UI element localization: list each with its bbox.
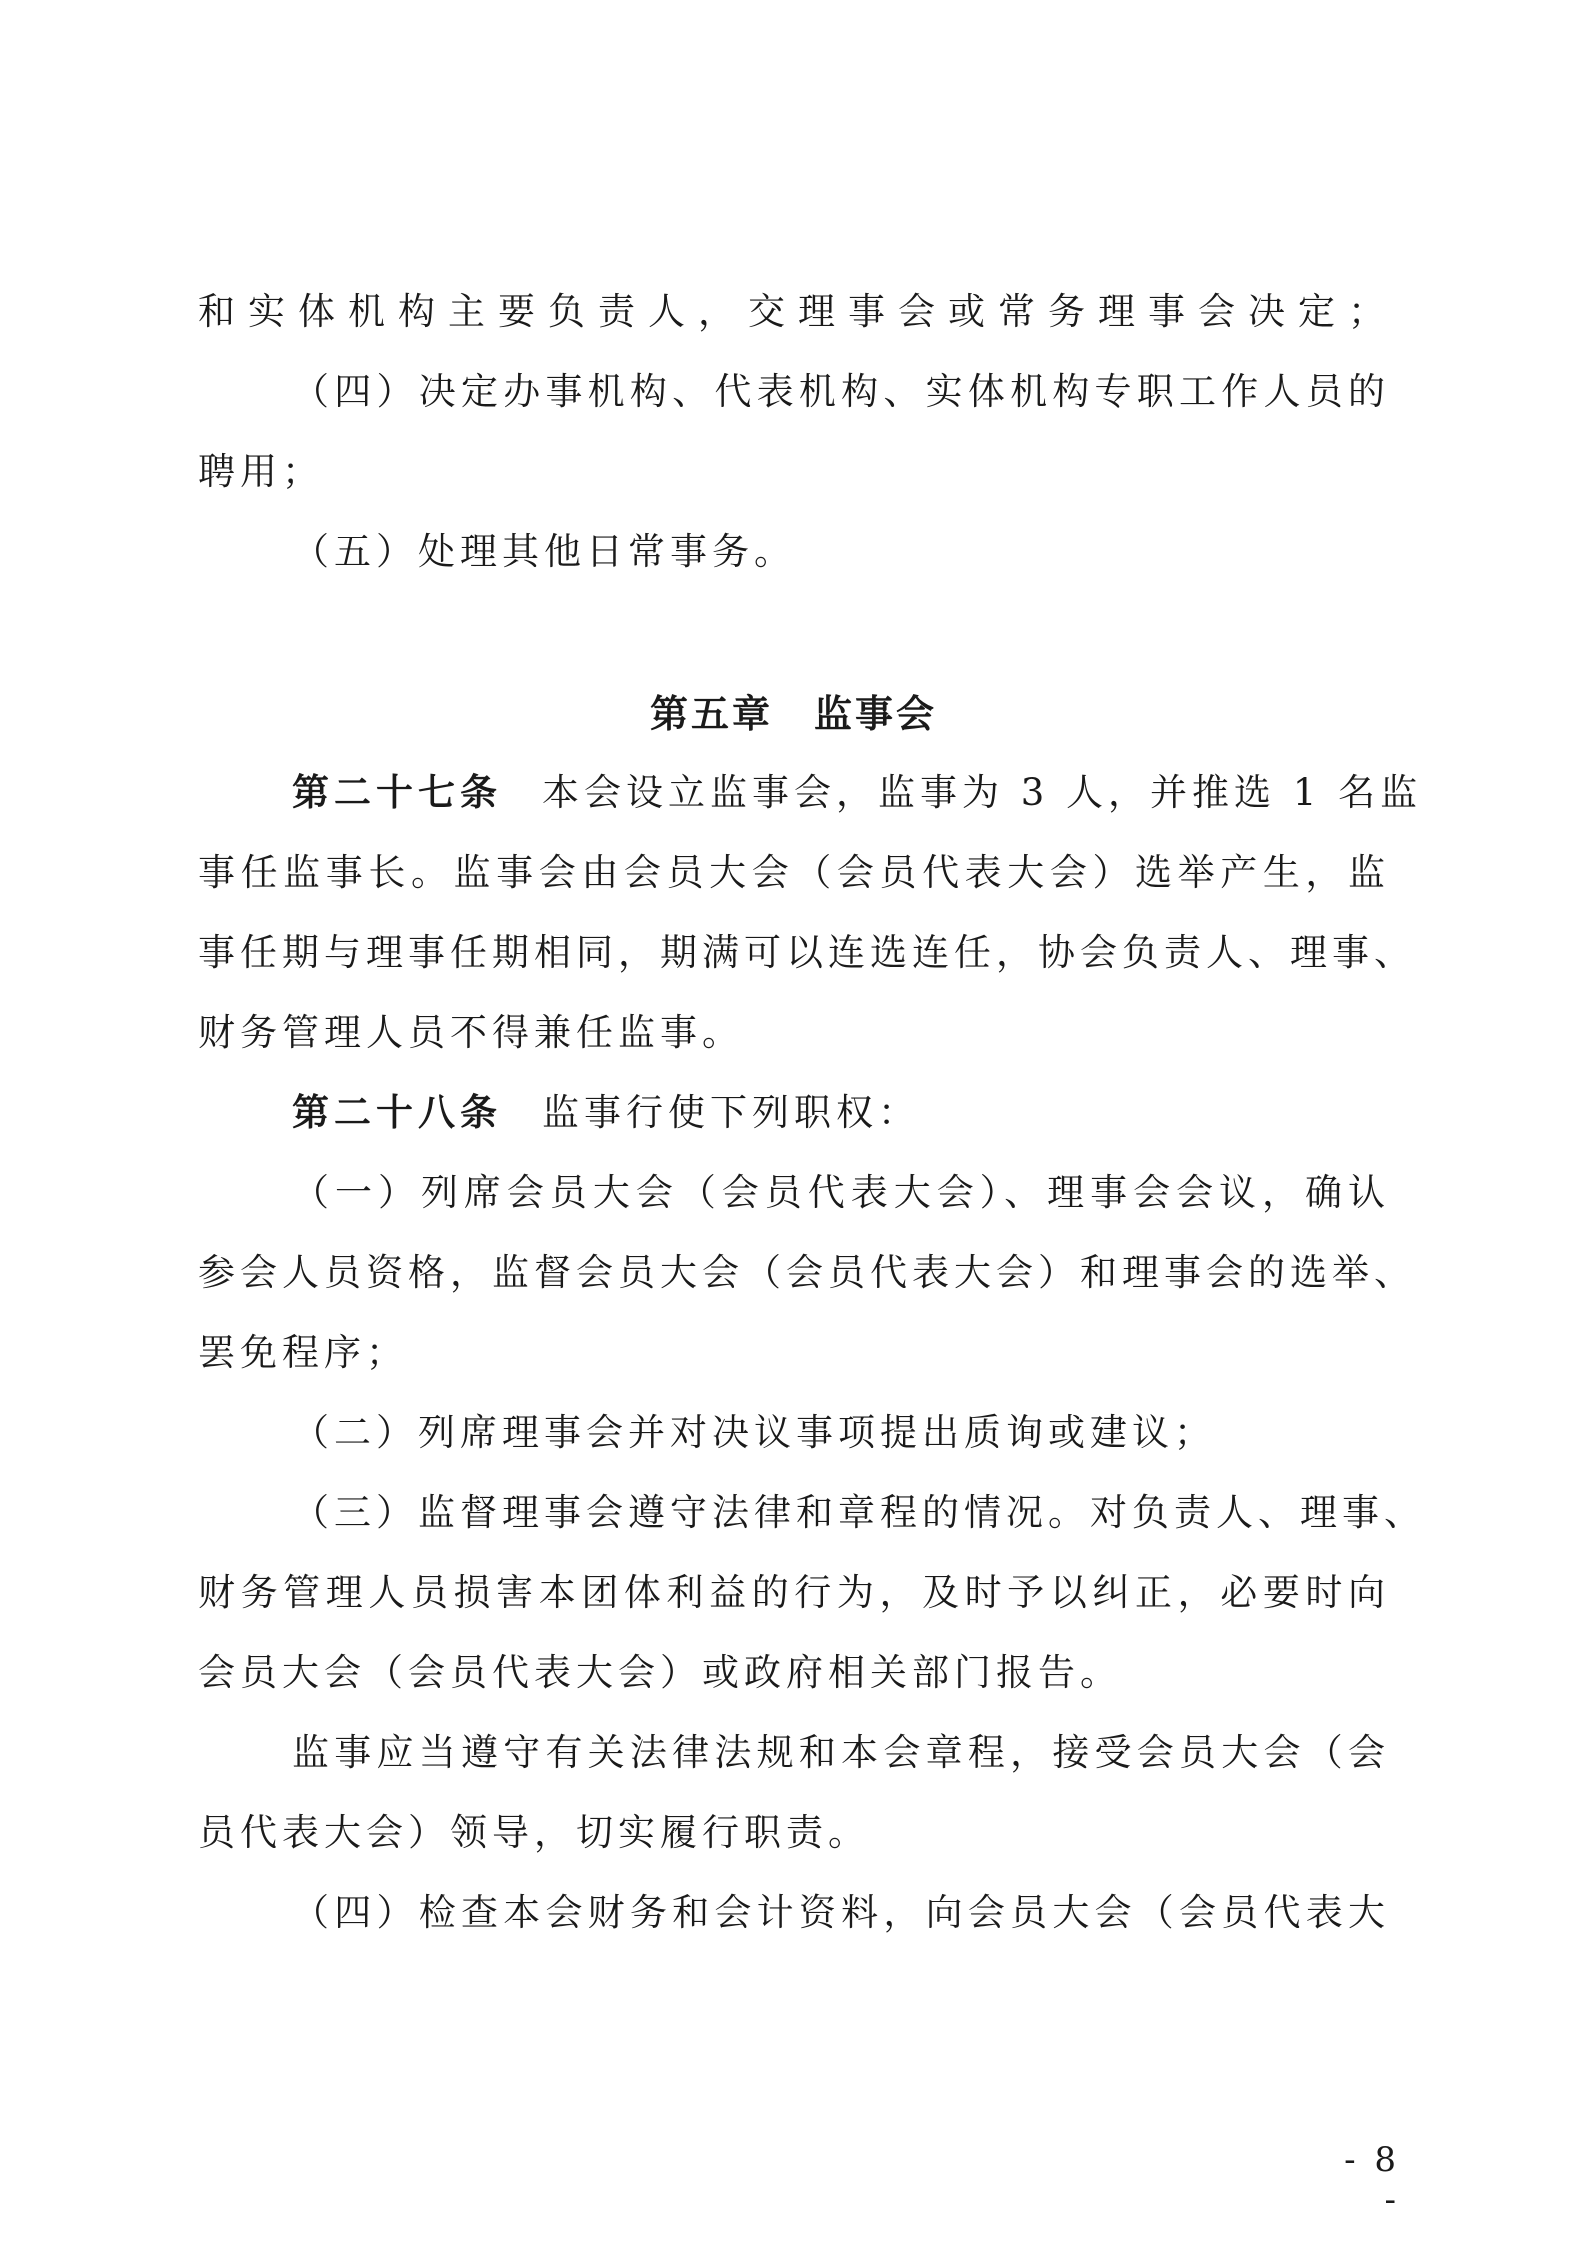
body-line: 员代表大会）领导，切实履行职责。 bbox=[198, 1811, 870, 1854]
body-line: （三）监督理事会遵守法律和章程的情况。对负责人、理事、 bbox=[292, 1491, 1426, 1534]
body-line: 会员大会（会员代表大会）或政府相关部门报告。 bbox=[198, 1651, 1122, 1694]
article-label: 第二十八条 bbox=[292, 1091, 502, 1134]
article-27-first-line bbox=[292, 768, 1423, 818]
article-text: 监事行使下列职权： bbox=[542, 1091, 920, 1134]
article-text: 本会设立监事会，监事为 3 人，并推选 1 名监 bbox=[542, 771, 1423, 814]
body-line: （二）列席理事会并对决议事项提出质询或建议； bbox=[292, 1411, 1216, 1454]
body-line: 聘用； bbox=[198, 450, 324, 493]
body-line: 和实体机构主要负责人，交理事会或常务理事会决定； bbox=[198, 290, 1390, 333]
page-number: - 8 - bbox=[1344, 2140, 1400, 2220]
article-label: 第二十七条 bbox=[292, 771, 502, 814]
body-line: 事任期与理事任期相同，期满可以连选连任，协会负责人、理事、 bbox=[198, 931, 1416, 974]
body-line: 参会人员资格，监督会员大会（会员代表大会）和理事会的选举、 bbox=[198, 1251, 1416, 1294]
chapter-title: 第五章 监事会 bbox=[649, 692, 937, 736]
body-line: 监事应当遵守有关法律法规和本会章程，接受会员大会（会 bbox=[292, 1731, 1390, 1774]
body-line: （五）处理其他日常事务。 bbox=[292, 530, 796, 573]
body-line: （一）列席会员大会（会员代表大会）、理事会会议，确认 bbox=[292, 1171, 1390, 1214]
body-line: （四）检查本会财务和会计资料，向会员大会（会员代表大 bbox=[292, 1891, 1390, 1934]
body-line: 财务管理人员不得兼任监事。 bbox=[198, 1011, 744, 1054]
body-line: 财务管理人员损害本团体利益的行为，及时予以纠正，必要时向 bbox=[198, 1571, 1390, 1614]
body-line: 事任监事长。监事会由会员大会（会员代表大会）选举产生，监 bbox=[198, 851, 1390, 894]
body-line: （四）决定办事机构、代表机构、实体机构专职工作人员的 bbox=[292, 370, 1390, 413]
body-line: 罢免程序； bbox=[198, 1331, 408, 1374]
article-28-first-line bbox=[292, 1088, 1390, 1138]
